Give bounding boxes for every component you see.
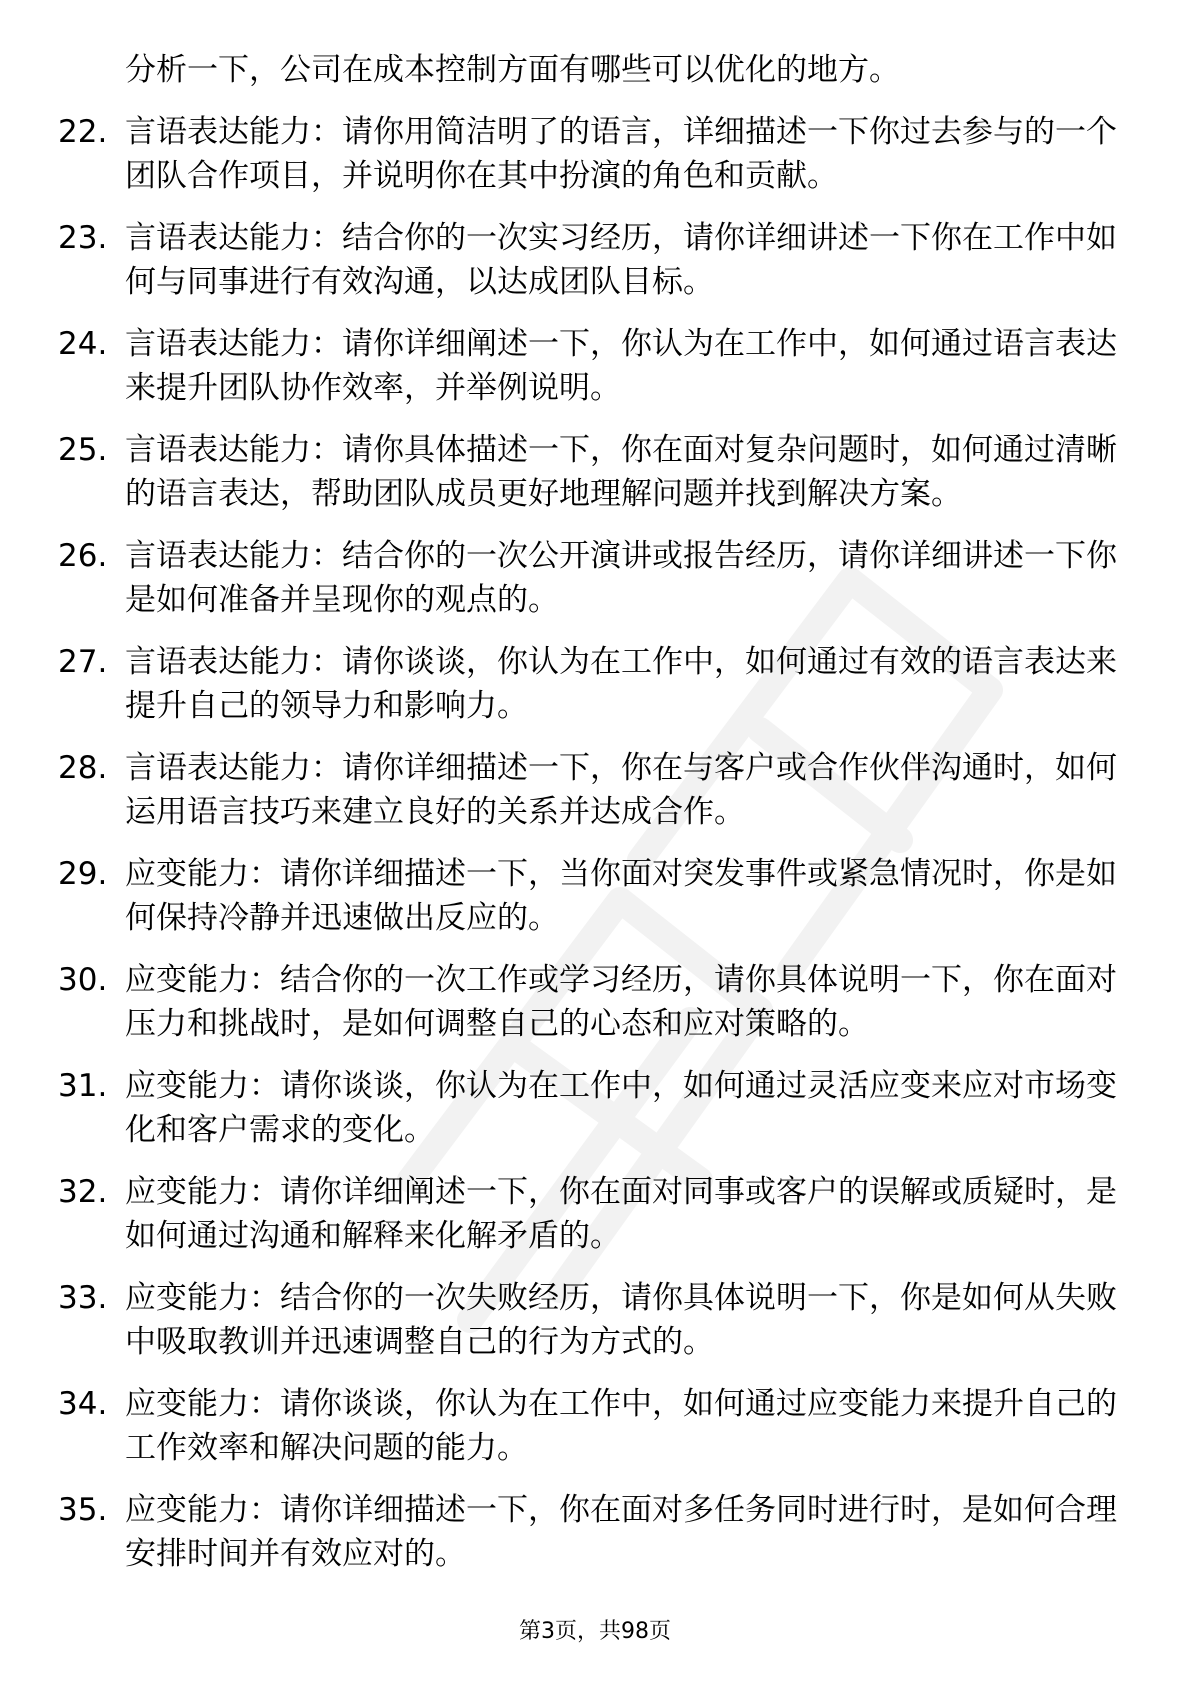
list-item <box>58 640 1118 728</box>
item-text: 言语表达能力：请你谈谈，你认为在工作中，如何通过有效的语言表达来提升自己的领导力和影响力。 <box>125 644 1117 724</box>
item-number: 32. <box>58 1174 108 1210</box>
item-number: 31. <box>58 1068 108 1104</box>
list-item <box>58 1064 1118 1152</box>
item-number: 34. <box>58 1386 108 1422</box>
item-number: 35. <box>58 1492 108 1528</box>
list-item <box>58 110 1118 198</box>
item-text: 言语表达能力：请你详细描述一下，你在与客户或合作伙伴沟通时，如何运用语言技巧来建立良好的关系并达成合作。 <box>125 750 1117 830</box>
item-text: 言语表达能力：结合你的一次实习经历，请你详细讲述一下你在工作中如何与同事进行有效沟通，以达成团队目标。 <box>125 220 1117 300</box>
item-text: 应变能力：请你谈谈，你认为在工作中，如何通过应变能力来提升自己的工作效率和解决问题的能力。 <box>125 1386 1117 1466</box>
item-text: 应变能力：结合你的一次失败经历，请你具体说明一下，你是如何从失败中吸取教训并迅速调整自己的行为方式的。 <box>125 1280 1117 1360</box>
item-number: 29. <box>58 856 108 892</box>
item-text: 应变能力：请你谈谈，你认为在工作中，如何通过灵活应变来应对市场变化和客户需求的变化。 <box>125 1068 1117 1148</box>
question-list <box>58 48 1118 1594</box>
item-text: 应变能力：请你详细描述一下，你在面对多任务同时进行时，是如何合理安排时间并有效应对的。 <box>125 1492 1117 1572</box>
item-text: 应变能力：请你详细阐述一下，你在面对同事或客户的误解或质疑时，是如何通过沟通和解释来化解矛盾的。 <box>125 1174 1117 1254</box>
item-number: 23. <box>58 220 108 256</box>
item-number: 26. <box>58 538 108 574</box>
item-text: 言语表达能力：结合你的一次公开演讲或报告经历，请你详细讲述一下你是如何准备并呈现你的观点的。 <box>125 538 1117 618</box>
item-number: 25. <box>58 432 108 468</box>
list-item <box>58 534 1118 622</box>
item-number: 33. <box>58 1280 108 1316</box>
list-item <box>58 1276 1118 1364</box>
list-item <box>58 1382 1118 1470</box>
item-number: 28. <box>58 750 108 786</box>
list-item <box>58 1170 1118 1258</box>
item-text: 言语表达能力：请你具体描述一下，你在面对复杂问题时，如何通过清晰的语言表达，帮助团队成员更好地理解问题并找到解决方案。 <box>125 432 1117 512</box>
list-item <box>58 852 1118 940</box>
item-number: 27. <box>58 644 108 680</box>
item-text: 应变能力：结合你的一次工作或学习经历，请你具体说明一下，你在面对压力和挑战时，是如何调整自己的心态和应对策略的。 <box>125 962 1117 1042</box>
item-text: 应变能力：请你详细描述一下，当你面对突发事件或紧急情况时，你是如何保持冷静并迅速做出反应的。 <box>125 856 1117 936</box>
item-number: 30. <box>58 962 108 998</box>
list-item <box>58 1488 1118 1576</box>
item-text: 言语表达能力：请你详细阐述一下，你认为在工作中，如何通过语言表达来提升团队协作效率，并举例说明。 <box>125 326 1117 406</box>
page-number-footer: 第3页，共98页 <box>519 1619 671 1644</box>
list-item <box>58 428 1118 516</box>
continuation-text: 分析一下，公司在成本控制方面有哪些可以优化的地方。 <box>125 52 900 88</box>
list-item <box>58 322 1118 410</box>
list-item <box>58 958 1118 1046</box>
list-item <box>58 216 1118 304</box>
item-number: 22. <box>58 114 108 150</box>
item-text: 言语表达能力：请你用简洁明了的语言，详细描述一下你过去参与的一个团队合作项目，并说明你在其中扮演的角色和贡献。 <box>125 114 1117 194</box>
item-number: 24. <box>58 326 108 362</box>
list-item <box>58 746 1118 834</box>
